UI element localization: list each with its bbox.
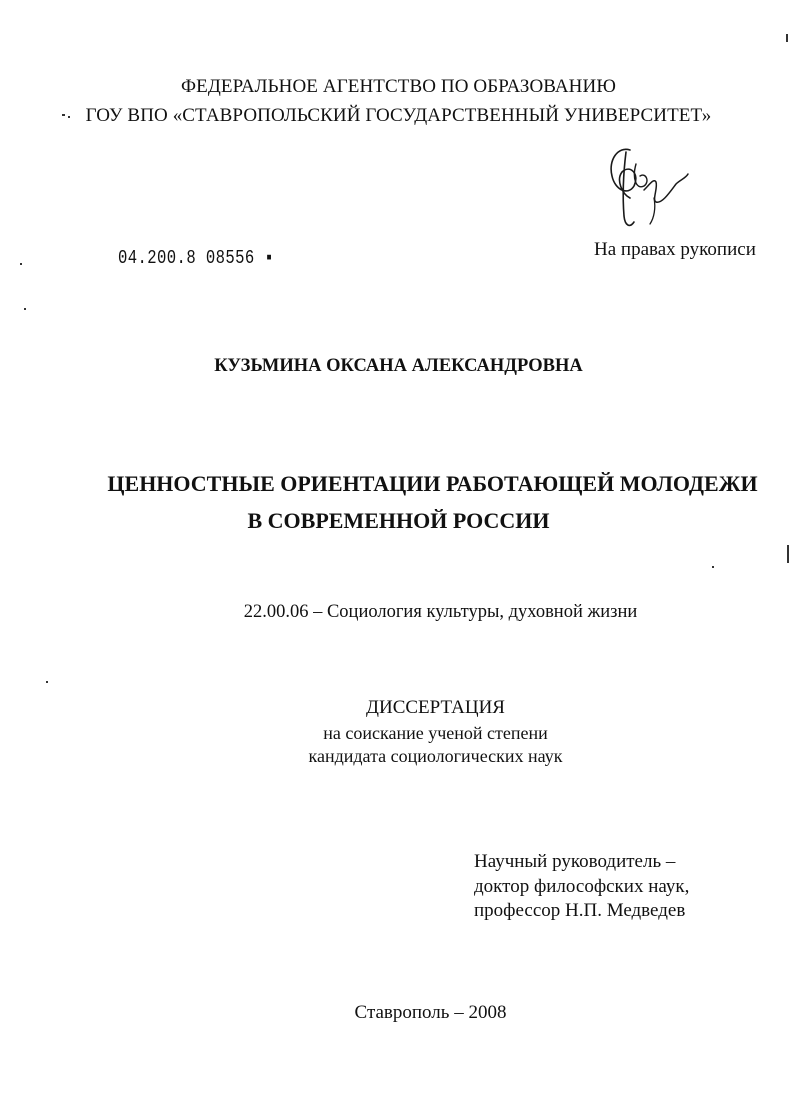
university-name: ГОУ ВПО «СТАВРОПОЛЬСКИЙ ГОСУДАРСТВЕННЫЙ УНИВЕРСИТЕТ» bbox=[85, 105, 712, 126]
dissertation-heading: ДИССЕРТАЦИЯ bbox=[366, 697, 505, 718]
thesis-title-line-1: ЦЕННОСТНЫЕ ОРИЕНТАЦИИ РАБОТАЮЩЕЙ МОЛОДЕЖИ bbox=[107, 471, 758, 496]
supervisor-name: профессор Н.П. Медведев bbox=[474, 900, 686, 921]
scan-speck bbox=[787, 545, 789, 563]
author-name: КУЗЬМИНА ОКСАНА АЛЕКСАНДРОВНА bbox=[214, 356, 583, 376]
supervisor-degree: доктор философских наук, bbox=[474, 876, 690, 897]
specialty-code: 22.00.06 – Социология культуры, духовной жизни bbox=[243, 602, 638, 622]
library-stamp bbox=[118, 247, 274, 269]
library-stamp-number: 04.200.8 08556 bbox=[118, 247, 255, 269]
thesis-title-line-2: В СОВРЕМЕННОЙ РОССИИ bbox=[247, 508, 550, 533]
dissertation-degree-line-2: кандидата социологических наук bbox=[308, 746, 563, 766]
scan-speck bbox=[62, 114, 65, 116]
city-year: Ставрополь – 2008 bbox=[354, 1002, 507, 1023]
signature-image bbox=[600, 138, 695, 233]
agency-name: ФЕДЕРАЛЬНОЕ АГЕНТСТВО ПО ОБРАЗОВАНИЮ bbox=[181, 76, 616, 97]
supervisor-role: Научный руководитель – bbox=[474, 851, 676, 872]
scan-speck bbox=[68, 116, 70, 118]
scan-speck bbox=[46, 681, 48, 683]
rights-note: На правах рукописи bbox=[594, 239, 756, 260]
scan-speck bbox=[712, 566, 714, 568]
dissertation-degree-line-1: на соискание ученой степени bbox=[323, 723, 548, 743]
scan-speck bbox=[20, 263, 22, 265]
scan-speck bbox=[24, 308, 26, 310]
stamp-mark: ▪ bbox=[254, 247, 275, 269]
scan-speck bbox=[786, 34, 788, 42]
